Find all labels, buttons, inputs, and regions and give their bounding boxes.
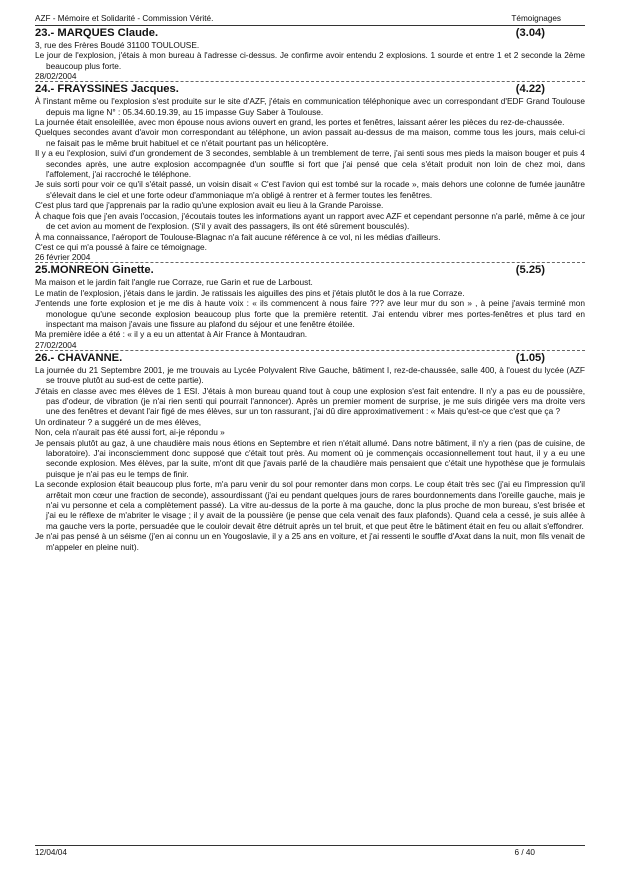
- testimony-list: [35, 27, 585, 552]
- entry-paragraph: Quelques secondes avant d'avoir mon correspondant au téléphone, un avion passait au-dessus de ma maison, comme tous les jours, mais celui-ci ne faisait pas le même bruit habituel et ce n'était pourtant pas un hélicoptère.: [35, 127, 585, 148]
- entry-paragraph: La journée était ensoleillée, avec mon épouse nous avions ouvert en grand, les portes et fenêtres, laissant aérer les pièces du rez-de-chaussée.: [35, 117, 565, 128]
- entry-paragraph: La journée du 21 Septembre 2001, je me trouvais au Lycée Polyvalent Rive Gauche, bâtiment I, rez-de-chaussée, salle 400, à l'ouest du lycée (AZF se trouve plutôt au sud-est de cette partie).: [35, 364, 585, 386]
- page-header: [35, 14, 585, 26]
- document-page: [35, 14, 585, 552]
- testimony-entry: [35, 83, 585, 263]
- entry-paragraph: Je n'ai pas pensé à un séisme (j'en ai connu un en Yougoslavie, il y a 25 ans en voiture, et j'ai ressenti le souffle d'Axat dans la nuit, mon fils venait de m'appeler en pleine nuit).: [35, 531, 585, 552]
- entry-paragraph: À chaque fois que j'en avais l'occasion, j'écoutais toutes les informations ayant un rapport avec AZF et cependant personne n'a parlé, même à ce jour de cet avion au moment de l'explosion. (S'il y avait des passagers, ils ont été sûrement bousculés).: [35, 210, 585, 232]
- entry-title: 26.- CHAVANNE.: [35, 351, 123, 364]
- entry-paragraph: La seconde explosion était beaucoup plus forte, m'a paru venir du sol pour remonter dans mon corps. Le coup était très sec (j'ai eu l'impression qu'il arrêtait mon cœur une fraction de seconde), assourdissant (j'ai eu pendant quelques jours de rares bourdonnements dans l'oreille gauche, mais je n'ai vu personne et cela a complètement passé). La vitre au-dessus de la porte à ma gauche, donc la plus proche de mon bureau, s'est brisée et j'ai eu le réflexe de m'abriter le visage ; il y avait de la poussière (je pense que cela venait des faux plafonds). Quand cela a cessé, je suis allée à ma gauche vers la porte, persuadée que le couloir devait être détruit après un tel bruit, et que peut être le bâtiment était en feu ou allait s'effondrer.: [35, 479, 585, 531]
- entry-heading: [35, 352, 585, 365]
- entry-date: 27/02/2004: [35, 340, 585, 351]
- entry-date: 28/02/2004: [35, 71, 585, 82]
- entry-paragraph: À l'instant même ou l'explosion s'est produite sur le site d'AZF, j'étais en communication téléphonique avec un correspondant d'EDF Grand Toulouse depuis ma ligne N° : 05.34.60.19.39, au 15 impasse Guy Saber à Toulouse.: [35, 96, 585, 117]
- entry-paragraph: C'est plus tard que j'apprenais par la radio qu'une explosion avait eu lieu à la Grande Paroisse.: [35, 200, 384, 211]
- testimony-entry: [35, 352, 585, 552]
- entry-paragraph: À ma connaissance, l'aéroport de Toulouse-Blagnac n'a fait aucune référence à ce vol, ni les médias d'ailleurs.: [35, 231, 441, 242]
- entry-reference: (1.05): [515, 351, 545, 364]
- entry-paragraph: Je pensais plutôt au gaz, à une chaudière mais nous étions en Septembre et rien n'était allumé. Dans notre bâtiment, il n'y a rien (pas de cuisine, de laboratoire). J'ai inconsciemment donc supposé que c'était tout près. Au moment où je commençais occasionnellement tout haut, il y a eu une seconde explosion. Mes élèves, par la suite, m'ont dit que j'avais parlé de la chaudière mais pensaient que c'était une hypothèse que je formulais puisque je n'ai pas eu le temps de finir.: [35, 437, 585, 479]
- entry-paragraph: Le matin de l'explosion, j'étais dans le jardin. Je ratissais les aiguilles des pins et j'étais plutôt le dos à la rue Corraze.: [35, 287, 465, 298]
- page-number: 6 / 40: [514, 848, 535, 857]
- entry-reference: (3.04): [515, 27, 545, 39]
- header-title: AZF - Mémoire et Solidarité - Commission Vérité.: [35, 14, 214, 23]
- entry-title: 25.MONREON Ginette.: [35, 264, 154, 277]
- footer-date: 12/04/04: [35, 848, 67, 857]
- entry-date: 26 février 2004: [35, 252, 585, 263]
- entry-title: 24.- FRAYSSINES Jacques.: [35, 83, 179, 96]
- entry-paragraph: J'entends une forte explosion et je me dis à haute voix : « ils commencent à nous faire ??? ave leur mur du son » , à peine j'avais terminé mon monologue qu'une seconde explosion beaucoup plus forte que la première retentit. J'ai entendu vibrer mes portes-fenêtres et plus tard en inspectant ma maison j'avais une fissure au plafond du séjour et une fenêtre étoilée.: [35, 298, 585, 329]
- entry-paragraph: Non, cela n'aurait pas été aussi fort, ai-je répondu »: [35, 427, 225, 438]
- entry-paragraph: Je suis sorti pour voir ce qu'il s'était passé, un voisin disait « C'est l'avion qui est tombé sur la rocade », mais dehors une colonne de fumée jaunâtre s'élevait dans le ciel et une forte odeur d'ammoniaque m'a obligé à rentrer et à fermer toutes les fenêtres.: [35, 179, 585, 200]
- entry-title: 23.- MARQUES Claude.: [35, 27, 159, 39]
- entry-paragraph: Il y a eu l'explosion, suivi d'un grondement de 3 secondes, semblable à un tremblement de terre, j'ai senti sous mes pieds la maison bouger et puis 4 secondes après, une autre explosion accompagnée d'un souffle si fort que j'ai pensé que cela s'était produit non loin de chez moi, dans l'affolement, j'ai raccroché le téléphone.: [35, 148, 585, 180]
- page-footer: [35, 845, 585, 857]
- entry-heading: [35, 264, 585, 277]
- testimony-entry: [35, 27, 585, 82]
- entry-heading: [35, 27, 585, 40]
- entry-paragraph: 3, rue des Frères Boudé 31100 TOULOUSE.: [35, 40, 200, 50]
- testimony-entry: [35, 264, 585, 350]
- entry-paragraph: Ma première idée a été : « il y a eu un attentat à Air France à Montaudran.: [35, 329, 308, 340]
- entry-paragraph: Ma maison et le jardin fait l'angle rue Corraze, rue Garin et rue de Larboust.: [35, 277, 313, 288]
- entry-paragraph: Le jour de l'explosion, j'étais à mon bureau à l'adresse ci-dessus. Je confirme avoir entendu 2 explosions. 1 sourde et entre 1 et 2 seconde la 2ème beaucoup plus forte.: [35, 50, 585, 71]
- header-section: Témoignages: [511, 14, 561, 23]
- entry-reference: (4.22): [515, 83, 545, 96]
- entry-reference: (5.25): [515, 264, 545, 277]
- entry-heading: [35, 83, 585, 96]
- entry-paragraph: C'est ce qui m'a poussé à faire ce témoignage.: [35, 241, 207, 252]
- entry-paragraph: J'étais en classe avec mes élèves de 1 ESI. J'étais à mon bureau quand tout à coup une explosion s'est fait entendre. Il n'y a pas eu de poussière, pas d'odeur, de vibration (je n'ai rien senti qui pourrait l'annoncer). Après un premier moment de surprise, je me suis dirigée vers ma droite vers une des fenêtres et devant l'air figé de mes élèves, sur un ton rassurant, j'ai dû dire approximativement : « Mais qu'est-ce que c'est que ça ?: [35, 385, 585, 417]
- entry-paragraph: Un ordinateur ? a suggéré un de mes élèves,: [35, 416, 202, 427]
